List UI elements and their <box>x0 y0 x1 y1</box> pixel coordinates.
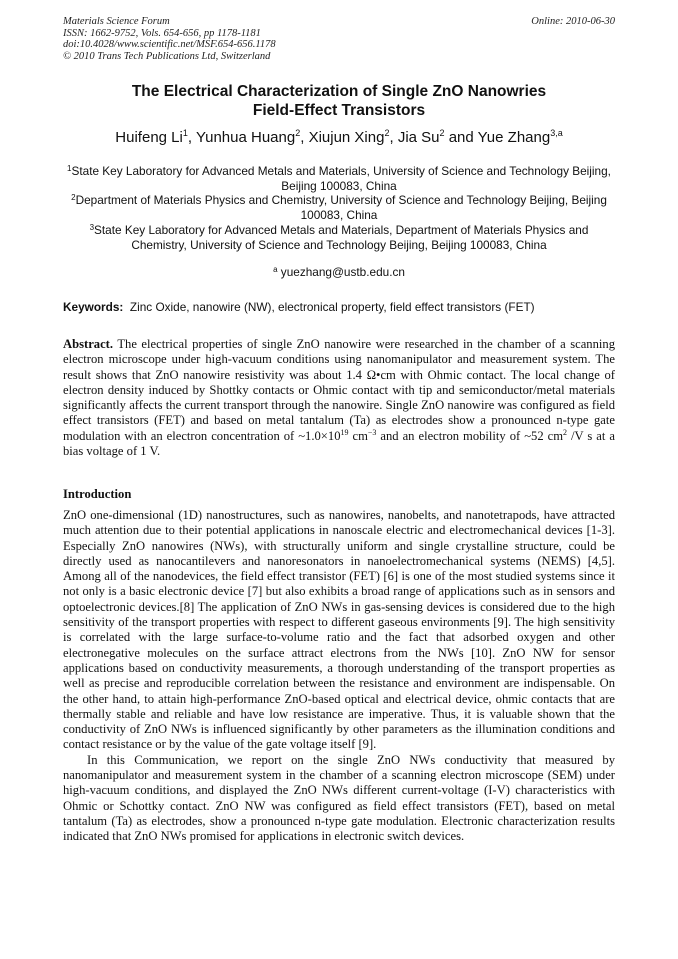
introduction-body <box>63 508 615 845</box>
abstract-text: and an electron mobility of ~52 cm <box>376 428 564 443</box>
author-affil-sup: 2 <box>439 128 445 138</box>
intro-paragraph-1: ZnO one-dimensional (1D) nanostructures, such as nanowires, nanobelts, and nanotetrapods, have attracted much attention due to their potential applications in nanoscale electric and electromechanical devices [1-3]. Especially ZnO nanowires (NWs), with structurally uniform and single crystalline structure, could be directly used as nanocantilevers and nanoresonators in nanoelectromechanical systems (NEMS) [4,5]. Among all of the nanodevices, the field effect transistor (FET) [6] is one of the most studied systems since it not only is a basic electronic device [7] but also exhibits a broad range of applications such as in sensors and optoelectronic devices.[8] The application of ZnO NWs in gas-sensing devices is considered due to the high sensitivity of the transport properties with respect to different gaseous environments [9]. The high sensitivity is correlated with the large surface-to-volume ratio and the fact that adsorbed oxygen and other electronegative molecules on the surface attract electrons from the NWs [10]. ZnO NW for sensor applications based on conductivity measurements, a thorough understanding of the transport properties as well as precise and reproducible correlation between the resistance and environment are indispensable. On the other hand, to attain high-performance ZnO-based optical and electrical device, ohmic contacts that are thermally stable and reliable and have low resistance are imperative. Thus, it is valuable shown that the conductivity of ZnO NWs is influenced significantly by other parameters as the illumination conditions and contact resistance or by the value of the gate voltage itself [9]. <box>63 508 615 752</box>
title-line-1: The Electrical Characterization of Single ZnO Nanowries <box>131 83 547 100</box>
affiliations <box>63 164 615 252</box>
intro-paragraph-2: In this Communication, we report on the single ZnO NWs conductivity that measured by nanomanipulator and measurement system in the chamber of a scanning electron microscope (SEM) under high-vacuum conditions, and displayed the ZnO NWs different current-voltage (I-V) characteristics with Ohmic or Schottky contact. ZnO NW was configured as field effect transistors (FET), based on metal tantalum (Ta) as electrodes, show a pronounced n-type gate modulation. Electronic characterization results indicated that ZnO NWs promised for applications in electronic switch devices. <box>63 752 615 844</box>
author-name: Jia Su <box>397 129 440 146</box>
journal-name: Materials Science Forum <box>63 16 170 27</box>
author-list <box>63 128 615 148</box>
abstract-label: Abstract. <box>63 337 114 351</box>
author-name: Huifeng Li <box>115 129 183 146</box>
abstract-text: /V s at a bias voltage of 1 V. <box>63 428 615 459</box>
doi-line: doi:10.4028/www.scientific.net/MSF.654-656.1178 <box>63 39 276 51</box>
author-separator: , <box>300 129 309 146</box>
copyright-line: © 2010 Trans Tech Publications Ltd, Switzerland <box>63 50 271 62</box>
issn-line: ISSN: 1662-9752, Vols. 654-656, pp 1178-1181 <box>63 27 261 39</box>
affiliation-2 <box>63 193 615 222</box>
abstract-exponent: 2 <box>563 427 568 437</box>
abstract-text: The electrical properties of single ZnO nanowire were researched in the chamber of a scanning electron microscope under high-vacuum conditions using nanomanipulator and measurement system. The result shows that ZnO nanowire resistivity was about 1.4 Ω•cm with Ohmic contact. The local change of electron density induced by Shottky contacts or Ohmic contact with tip and semiconductor/metal materials significantly affects the current transport through the nanowire. Single ZnO nanowire was configured as field effect transistors (FET) and based on metal tantalum (Ta) as electrodes show a pronounced n-type gate modulation with an electron concentration of ~1.0×10 <box>63 337 615 443</box>
affiliation-3 <box>63 223 615 252</box>
affiliation-sup: 3 <box>89 222 95 232</box>
author-affil-sup: 3,a <box>550 128 563 138</box>
author-affil-sup: 2 <box>384 128 390 138</box>
affiliation-1 <box>63 164 615 193</box>
abstract-text: cm <box>348 428 368 443</box>
affiliation-text: State Key Laboratory for Advanced Metals and Materials, University of Science and Technology Beijing, Beijing 100083, China <box>71 164 611 193</box>
corresponding-email <box>63 265 615 279</box>
affiliation-sup: 2 <box>71 193 76 203</box>
section-heading-introduction: Introduction <box>63 487 132 501</box>
author-separator: , <box>187 129 196 146</box>
online-date: Online: 2010-06-30 <box>531 16 615 27</box>
affiliation-sup: 1 <box>67 164 72 173</box>
abstract-exponent: 19 <box>340 427 349 437</box>
keywords-label: Keywords: <box>63 300 124 314</box>
paper-title <box>63 82 615 120</box>
keywords-text: Zinc Oxide, nanowire (NW), electronical property, field effect transistors (FET) <box>129 300 535 314</box>
email-address[interactable]: yuezhang@ustb.edu.cn <box>280 265 405 279</box>
author-affil-sup: 1 <box>182 128 188 138</box>
abstract-exponent: −3 <box>367 427 377 437</box>
author-name: Xiujun Xing <box>308 129 385 146</box>
journal-header <box>63 16 276 62</box>
author-separator: and <box>444 129 478 146</box>
title-line-2: Field-Effect Transistors <box>252 102 426 119</box>
email-sup: a <box>273 265 278 274</box>
author-affil-sup: 2 <box>295 128 301 138</box>
author-name: Yunhua Huang <box>195 129 296 146</box>
affiliation-text: State Key Laboratory for Advanced Metals and Materials, Department of Materials Physics and Chemistry, University of Science and Technology Beijing, Beijing 100083, China <box>94 222 589 252</box>
author-separator: , <box>389 129 398 146</box>
author-name: Yue Zhang <box>477 129 551 146</box>
abstract <box>63 337 615 459</box>
keywords <box>63 300 615 314</box>
affiliation-text: Department of Materials Physics and Chemistry, University of Science and Technology Beijing, Beijing 100083, China <box>75 193 607 223</box>
